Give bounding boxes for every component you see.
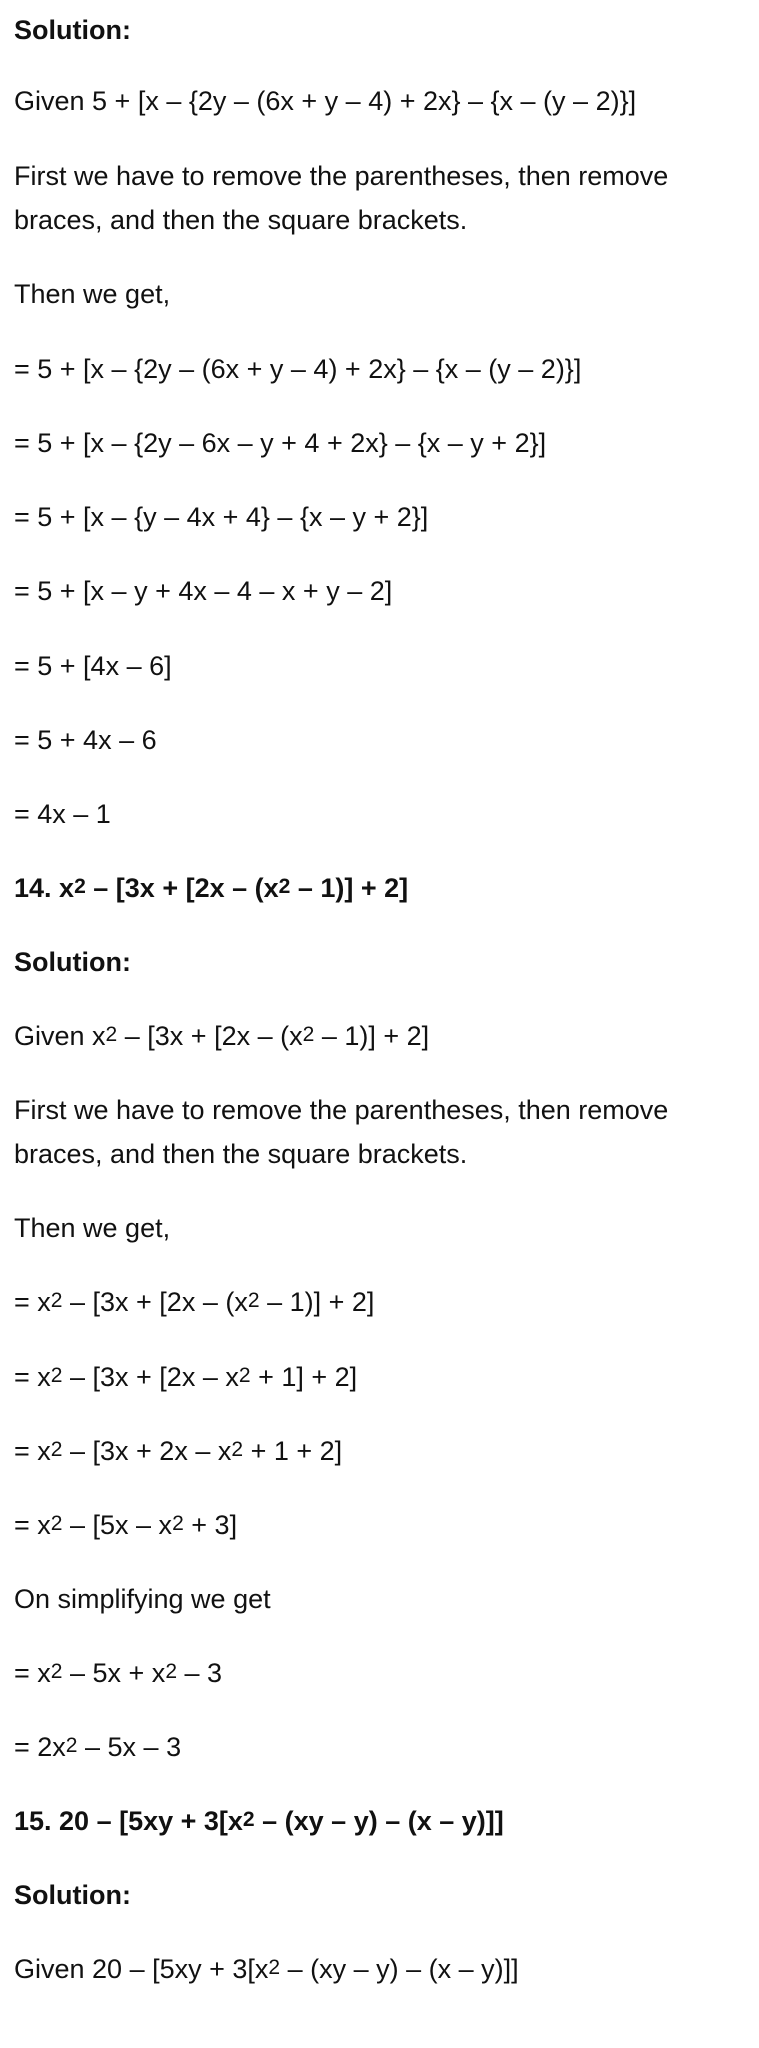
superscript-exponent: 2: [50, 1288, 63, 1312]
text-line: [14, 88, 636, 115]
superscript-exponent: 2: [65, 1733, 78, 1757]
text-line: [14, 356, 581, 383]
text-segment: Solution:: [14, 15, 131, 45]
text-line: [14, 163, 668, 190]
text-line: [14, 801, 111, 828]
heading-line: [14, 1808, 504, 1835]
text-line: [14, 727, 157, 754]
text-segment: + 1] + 2]: [250, 1362, 358, 1392]
text-segment: – [3x + [2x – x: [62, 1362, 239, 1392]
text-segment: = 5 + [x – y + 4x – 4 – x + y – 2]: [14, 576, 393, 606]
text-segment: First we have to remove the parentheses, then remove: [14, 161, 669, 191]
text-line: [14, 281, 170, 308]
text-line: [14, 430, 546, 457]
superscript-exponent: 2: [172, 1511, 184, 1535]
text-segment: = 5 + 4x – 6: [14, 725, 157, 755]
superscript-exponent: 2: [238, 1363, 251, 1387]
superscript-exponent: 2: [242, 1807, 255, 1831]
text-segment: Then we get,: [14, 279, 171, 309]
text-line: [14, 1289, 374, 1316]
superscript-exponent: 2: [50, 1659, 63, 1683]
superscript-exponent: 2: [231, 1437, 244, 1461]
superscript-exponent: 2: [74, 874, 86, 898]
text-segment: First we have to remove the parentheses, then remove: [14, 1095, 669, 1125]
text-segment: – (xy – y) – (x – y)]]: [254, 1806, 504, 1836]
superscript-exponent: 2: [50, 1437, 63, 1461]
text-segment: = 5 + [x – {2y – (6x + y – 4) + 2x} – {x – (y – 2)}]: [14, 354, 582, 384]
text-segment: – 1)] + 2]: [259, 1287, 375, 1317]
superscript-exponent: 2: [105, 1022, 118, 1046]
heading-line: [14, 1882, 131, 1909]
text-segment: = 4x – 1: [14, 799, 111, 829]
text-segment: Then we get,: [14, 1213, 171, 1243]
superscript-exponent: 2: [302, 1022, 315, 1046]
text-segment: = x: [14, 1436, 51, 1466]
text-line: [14, 1364, 357, 1391]
text-segment: – [3x + [2x – (x: [85, 873, 279, 903]
text-segment: = 5 + [4x – 6]: [14, 651, 172, 681]
text-segment: – (xy – y) – (x – y)]]: [280, 1954, 519, 1984]
text-segment: = x: [14, 1658, 51, 1688]
text-segment: = x: [14, 1362, 51, 1392]
text-line: [14, 1956, 519, 1983]
text-segment: Solution:: [14, 947, 131, 977]
text-segment: Given 5 + [x – {2y – (6x + y – 4) + 2x} – {x – (y – 2)}]: [14, 86, 637, 116]
heading-line: [14, 949, 131, 976]
text-segment: – 5x – 3: [77, 1732, 182, 1762]
text-segment: braces, and then the square brackets.: [14, 205, 468, 235]
text-line: [14, 1215, 170, 1242]
superscript-exponent: 2: [50, 1511, 63, 1535]
text-segment: braces, and then the square brackets.: [14, 1139, 468, 1169]
text-segment: – [3x + 2x – x: [62, 1436, 232, 1466]
text-segment: = 2x: [14, 1732, 66, 1762]
text-segment: = x: [14, 1287, 51, 1317]
text-segment: – 5x + x: [62, 1658, 166, 1688]
superscript-exponent: 2: [278, 874, 291, 898]
superscript-exponent: 2: [165, 1659, 178, 1683]
text-segment: + 1 + 2]: [243, 1436, 343, 1466]
text-line: [14, 578, 392, 605]
text-segment: On simplifying we get: [14, 1584, 271, 1614]
text-segment: = 5 + [x – {y – 4x + 4} – {x – y + 2}]: [14, 502, 429, 532]
text-segment: – [3x + [2x – (x: [62, 1287, 248, 1317]
text-line: [14, 1023, 429, 1050]
text-segment: 15. 20 – [5xy + 3[x: [14, 1806, 243, 1836]
text-segment: 14. x: [14, 873, 75, 903]
heading-line: [14, 875, 408, 902]
text-segment: Solution:: [14, 1880, 131, 1910]
text-segment: – 3: [177, 1658, 223, 1688]
text-segment: Given x: [14, 1021, 106, 1051]
text-line: [14, 1512, 237, 1539]
text-segment: + 3]: [183, 1510, 238, 1540]
text-segment: – 1)] + 2]: [314, 1021, 430, 1051]
superscript-exponent: 2: [268, 1955, 281, 1979]
text-line: [14, 1586, 271, 1613]
text-line: [14, 1734, 181, 1761]
text-segment: Given 20 – [5xy + 3[x: [14, 1954, 269, 1984]
text-line: [14, 1660, 222, 1687]
text-line: [14, 207, 467, 234]
superscript-exponent: 2: [247, 1288, 260, 1312]
heading-line: [14, 17, 131, 44]
text-line: [14, 1141, 467, 1168]
text-segment: = 5 + [x – {2y – 6x – y + 4 + 2x} – {x – y + 2}]: [14, 428, 547, 458]
text-line: [14, 1097, 668, 1124]
text-segment: = x: [14, 1510, 51, 1540]
text-line: [14, 653, 172, 680]
text-segment: – [3x + [2x – (x: [117, 1021, 303, 1051]
superscript-exponent: 2: [50, 1363, 63, 1387]
text-segment: – 1)] + 2]: [290, 873, 409, 903]
text-line: [14, 504, 428, 531]
text-line: [14, 1438, 342, 1465]
text-segment: – [5x – x: [62, 1510, 173, 1540]
